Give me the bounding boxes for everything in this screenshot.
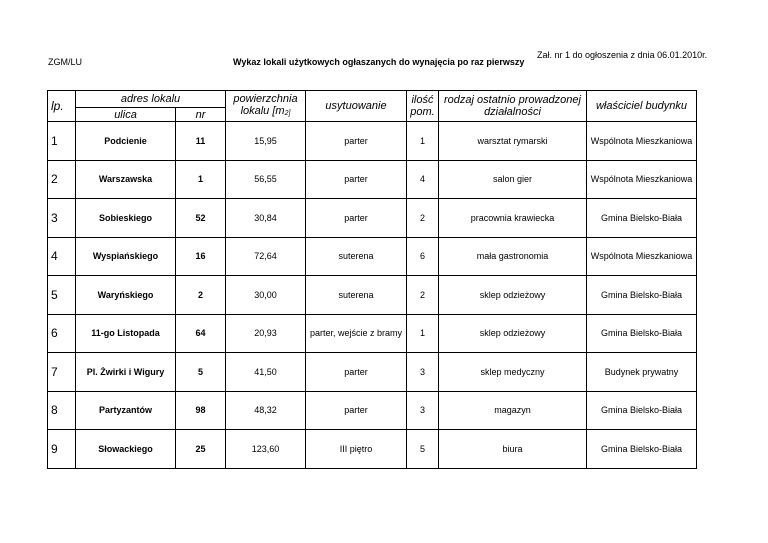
col-powierzchnia [226, 91, 306, 122]
cell-ulica: Sobieskiego [76, 199, 176, 238]
cell-powierzchnia: 41,50 [226, 353, 306, 392]
cell-usytuowanie: parter [306, 122, 407, 161]
cell-nr: 16 [176, 237, 226, 276]
cell-nr: 25 [176, 430, 226, 469]
table-row [48, 391, 697, 430]
col-wlasciciel: właściciel budynku [587, 91, 697, 122]
cell-ilosc: 2 [407, 276, 439, 315]
cell-ulica: Pl. Żwirki i Wigury [76, 353, 176, 392]
col-pow-unit-sub: 2] [284, 109, 291, 117]
cell-powierzchnia: 15,95 [226, 122, 306, 161]
cell-powierzchnia: 123,60 [226, 430, 306, 469]
cell-rodzaj: warsztat rymarski [439, 122, 587, 161]
cell-usytuowanie: parter [306, 353, 407, 392]
cell-nr: 11 [176, 122, 226, 161]
cell-nr: 52 [176, 199, 226, 238]
cell-ulica: Waryńskiego [76, 276, 176, 315]
cell-ulica: Wyspiańskiego [76, 237, 176, 276]
cell-wlasciciel: Wspólnota Mieszkaniowa [587, 122, 697, 161]
cell-powierzchnia: 30,00 [226, 276, 306, 315]
cell-rodzaj: sklep medyczny [439, 353, 587, 392]
cell-rodzaj: pracownia krawiecka [439, 199, 587, 238]
attachment-note: Zał. nr 1 do ogłoszenia z dnia 06.01.2010r. [537, 50, 708, 60]
cell-usytuowanie: suterena [306, 237, 407, 276]
cell-nr: 2 [176, 276, 226, 315]
header-row [48, 91, 697, 108]
table-body [48, 122, 697, 469]
cell-rodzaj: salon gier [439, 160, 587, 199]
cell-ilosc: 1 [407, 122, 439, 161]
cell-usytuowanie: parter [306, 199, 407, 238]
col-lp: lp. [48, 91, 76, 122]
table-row [48, 199, 697, 238]
cell-nr: 98 [176, 391, 226, 430]
cell-wlasciciel: Gmina Bielsko-Biała [587, 314, 697, 353]
cell-usytuowanie: suterena [306, 276, 407, 315]
cell-ilosc: 5 [407, 430, 439, 469]
cell-rodzaj: biura [439, 430, 587, 469]
cell-rodzaj: mała gastronomia [439, 237, 587, 276]
cell-lp: 8 [48, 391, 76, 430]
cell-powierzchnia: 48,32 [226, 391, 306, 430]
doc-title: Wykaz lokali użytkowych ogłaszanych do wynajęcia po raz pierwszy [233, 57, 525, 67]
cell-rodzaj: sklep odzieżowy [439, 314, 587, 353]
cell-powierzchnia: 56,55 [226, 160, 306, 199]
cell-usytuowanie: parter [306, 391, 407, 430]
cell-lp: 5 [48, 276, 76, 315]
col-pow-line1: powierzchnia [233, 92, 298, 105]
cell-lp: 1 [48, 122, 76, 161]
cell-usytuowanie: parter, wejście z bramy [306, 314, 407, 353]
cell-usytuowanie: III piętro [306, 430, 407, 469]
cell-wlasciciel: Gmina Bielsko-Biała [587, 199, 697, 238]
cell-wlasciciel: Wspólnota Mieszkaniowa [587, 237, 697, 276]
col-rodzaj-line1: rodzaj ostatnio prowadzonej [444, 94, 581, 106]
cell-lp: 6 [48, 314, 76, 353]
col-usytuowanie: usytuowanie [306, 91, 407, 122]
cell-nr: 64 [176, 314, 226, 353]
table-row [48, 430, 697, 469]
col-rodzaj [439, 91, 587, 122]
cell-wlasciciel: Gmina Bielsko-Biała [587, 276, 697, 315]
cell-lp: 9 [48, 430, 76, 469]
table-row [48, 160, 697, 199]
doc-code: ZGM/LU [48, 57, 83, 67]
col-nr: nr [176, 108, 226, 122]
cell-powierzchnia: 20,93 [226, 314, 306, 353]
cell-nr: 5 [176, 353, 226, 392]
cell-nr: 1 [176, 160, 226, 199]
cell-ulica: Podcienie [76, 122, 176, 161]
cell-wlasciciel: Budynek prywatny [587, 353, 697, 392]
premises-table [47, 90, 697, 469]
cell-ilosc: 2 [407, 199, 439, 238]
cell-powierzchnia: 30,84 [226, 199, 306, 238]
cell-usytuowanie: parter [306, 160, 407, 199]
cell-lp: 2 [48, 160, 76, 199]
cell-ilosc: 4 [407, 160, 439, 199]
table-row [48, 353, 697, 392]
col-ilosc-line2: pom. [410, 106, 435, 118]
table-row [48, 122, 697, 161]
table-row [48, 314, 697, 353]
cell-ilosc: 3 [407, 353, 439, 392]
col-ilosc-line1: ilość [411, 94, 434, 106]
col-pow-line2: lokalu [m [240, 104, 285, 117]
cell-ilosc: 6 [407, 237, 439, 276]
table-row [48, 237, 697, 276]
cell-ulica: Partyzantów [76, 391, 176, 430]
cell-wlasciciel: Wspólnota Mieszkaniowa [587, 160, 697, 199]
cell-rodzaj: magazyn [439, 391, 587, 430]
cell-rodzaj: sklep odzieżowy [439, 276, 587, 315]
col-ulica: ulica [76, 108, 176, 122]
col-rodzaj-line2: działalności [484, 106, 541, 118]
col-adres: adres lokalu [76, 91, 226, 108]
cell-ilosc: 3 [407, 391, 439, 430]
cell-wlasciciel: Gmina Bielsko-Biała [587, 391, 697, 430]
cell-ilosc: 1 [407, 314, 439, 353]
cell-ulica: Słowackiego [76, 430, 176, 469]
cell-lp: 4 [48, 237, 76, 276]
table-row [48, 276, 697, 315]
cell-lp: 3 [48, 199, 76, 238]
cell-ulica: Warszawska [76, 160, 176, 199]
cell-lp: 7 [48, 353, 76, 392]
col-ilosc [407, 91, 439, 122]
cell-powierzchnia: 72,64 [226, 237, 306, 276]
cell-ulica: 11-go Listopada [76, 314, 176, 353]
cell-wlasciciel: Gmina Bielsko-Biała [587, 430, 697, 469]
